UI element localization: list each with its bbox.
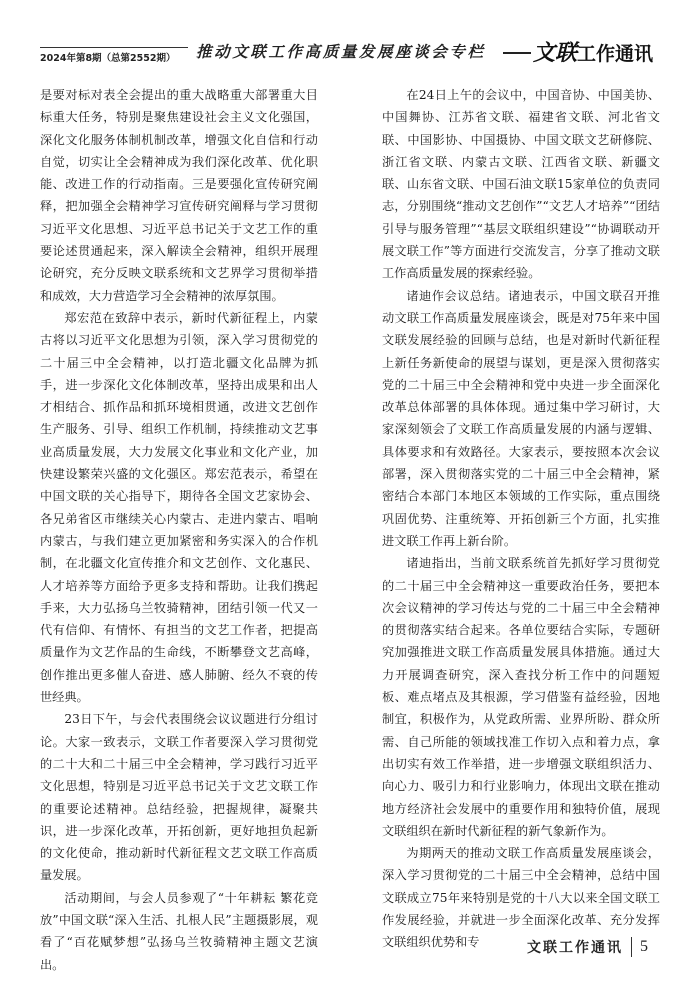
publication-logo xyxy=(533,36,653,67)
right-column xyxy=(382,84,660,954)
left-column xyxy=(40,84,318,976)
page-header xyxy=(0,0,700,70)
header-rule xyxy=(40,47,188,48)
header-dash xyxy=(503,52,531,54)
page-footer xyxy=(527,937,648,957)
paragraph: 诸迪指出，当前文联系统首先抓好学习贯彻党的二十届三中全会精神这一重要政治任务，要把本次会议精神的学习传达与党的二十届三中全会精神的贯彻落实结合起来。各单位要结合实际，专题研究加强推进文联工作高质量发展具体措施。通过大力开展调查研究，深入查找分析工作中的问题短板、难点堵点及其根源，学习借鉴有益经验，因地制宜，积极作为，从党政所需、业界所盼、群众所需、自己所能的领域找准工作切入点和着力点，拿出切实有效工作举措，进一步增强文联组织活力、向心力、吸引力和行业影响力，体现出文联在推动地方经济社会发展中的重要作用和独特价值，展现文联组织在新时代新征程的新气象新作为。 xyxy=(382,556,660,838)
paragraph: 是要对标对表全会提出的重大战略重大部署重大目标重大任务，特别是聚焦建设社会主义文化强国，深化文化服务体制机制改革，增强文化自信和行动自觉，切实让全会精神成为我们深化改革、优化职能、改进工作的行动指南。三是要强化宣传研究阐释，把加强全会精神学习宣传研究阐释与学习贯彻习近平文化思想、习近平总书记关于文艺工作的重要论述贯通起来，深入解读全会精神，组织开展理论研究，充分反映文联系统和文艺界学习贯彻举措和成效，大力营造学习全会精神的浓厚氛围。 xyxy=(40,88,318,303)
column-banner: 推动文联工作高质量发展座谈会专栏 xyxy=(196,42,486,61)
footer-publication-name: 文联工作通讯 xyxy=(527,940,623,956)
issue-number: 2024年第8期（总第2552期） xyxy=(40,53,176,64)
page-number: 5 xyxy=(640,938,648,955)
logo-calligraphy: 文联 xyxy=(533,40,578,66)
footer-divider xyxy=(631,937,632,957)
logo-text: 工作通讯 xyxy=(577,43,654,65)
paragraph: 23日下午，与会代表围绕会议议题进行分组讨论。大家一致表示，文联工作者要深入学习贯彻党的二十大和二十届三中全会精神，学习践行习近平文化思想，特别是习近平总书记关于文艺文联工作的重要论述精神。总结经验，把握规律，凝聚共识，进一步深化改革，开拓创新，更好地担负起新的文化使命，推动新时代新征程文艺文联工作高质量发展。 xyxy=(40,712,318,883)
paragraph: 为期两天的推动文联工作高质量发展座谈会，深入学习贯彻党的二十届三中全会精神，总结中国文联成立75年来特别是党的十八大以来全国文联工作发展经验，并就进一步全面深化改革、充分发挥文联组织优势和专 xyxy=(382,846,660,950)
paragraph: 在24日上午的会议中，中国音协、中国美协、中国舞协、江苏省文联、福建省文联、河北省文联、中国影协、中国摄协、中国文联文艺研修院、浙江省文联、内蒙古文联、江西省文联、新疆文联、山东省文联、中国石油文联15家单位的负责同志，分别围绕“推动文艺创作”“文艺人才培养”“团结引导与服务管理”“基层文联组织建设”“协调联动开展文联工作”等方面进行交流发言，分享了推动文联工作高质量发展的探索经验。 xyxy=(382,88,660,281)
paragraph: 郑宏范在致辞中表示，新时代新征程上，内蒙古将以习近平文化思想为引领，深入学习贯彻党的二十届三中全会精神，以打造北疆文化品牌为抓手，进一步深化文化体制改革，坚持出成果和出人才相结合、抓作品和抓环境相贯通，改进文艺创作生产服务、引导、组织工作机制，持续推动文艺事业高质量发展，大力发展文化事业和文化产业，加快建设繁荣兴盛的文化强区。郑宏范表示，希望在中国文联的关心指导下，期待各全国文艺家协会、各兄弟省区市继续关心内蒙古、走进内蒙古、唱响内蒙古，与我们建立更加紧密和务实深入的合作机制，在北疆文化宣传推介和文艺创作、文化惠民、人才培养等方面给予更多支持和帮助。让我们携起手来，大力弘扬乌兰牧骑精神，团结引领一代又一代有信仰、有情怀、有担当的文艺工作者，把提高质量作为文艺作品的生命线，不断攀登文艺高峰，创作推出更多催人奋进、感人肺腑、经久不衰的传世经典。 xyxy=(40,310,318,705)
paragraph: 诸迪作会议总结。诸迪表示，中国文联召开推动文联工作高质量发展座谈会，既是对75年来中国文联发展经验的回顾与总结，也是对新时代新征程上新任务新使命的展望与谋划，更是深入贯彻落实党的二十届三中全会精神和党中央进一步全面深化改革总体部署的具体体现。通过集中学习研讨，大家深刻领会了文联工作高质量发展的内涵与逻辑、具体要求和有效路径。大家表示，要按照本次会议部署，深入贯彻落实党的二十届三中全会精神，紧密结合本部门本地区本领域的工作实际，重点围绕巩固优势、注重统筹、开拓创新三个方面，扎实推进文联工作再上新台阶。 xyxy=(382,288,660,548)
paragraph: 活动期间，与会人员参观了“十年耕耘 繁花竞放”中国文联“深入生活、扎根人民”主题摄影展，观看了“百花赋梦想”弘扬乌兰牧骑精神主题文艺演出。 xyxy=(40,890,318,972)
